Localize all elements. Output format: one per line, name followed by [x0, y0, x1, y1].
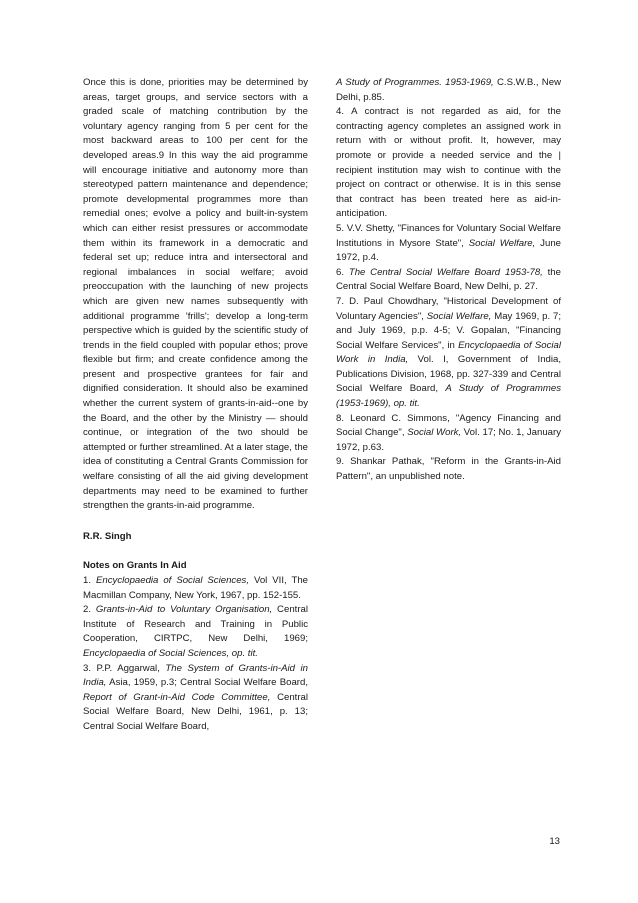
notes-heading: Notes on Grants In Aid — [83, 560, 187, 572]
note-6 — [336, 266, 561, 295]
note-text: Social Welfare, — [468, 237, 536, 249]
note-number: 1. — [83, 575, 92, 586]
note-8 — [336, 412, 561, 456]
note-3-continued — [336, 76, 561, 105]
note-text: June 1972, p.4. — [336, 237, 561, 264]
note-text: D. Paul Chowdhary, "Historical Development of Voluntary Agencies", — [336, 295, 562, 322]
note-text: Central Social Welfare Board, New Delhi, 1961, p. 13; Central Social Welfare Board, — [83, 691, 309, 732]
author-name: R.R. Singh — [83, 530, 132, 542]
note-text: Shankar Pathak, "Reform in the Grants-in-Aid Pattern", an unpublished note. — [336, 456, 561, 483]
note-number: 8. — [336, 412, 345, 424]
note-text: A Study of Programmes. 1953-1969, — [336, 77, 494, 88]
note-text: Central Institute of Research and Training in Public Cooperation, CIRTPC, New Delhi, 1969; — [83, 604, 308, 645]
note-text: Grants-in-Aid to Voluntary Organisation, — [95, 604, 273, 616]
note-4 — [336, 105, 561, 222]
note-7 — [336, 295, 561, 412]
note-text: P.P. Aggarwal, — [96, 662, 166, 674]
note-2 — [83, 603, 308, 661]
note-number: 5. — [336, 222, 345, 234]
note-text: Social Welfare, — [426, 310, 492, 322]
right-column — [336, 76, 561, 485]
note-text: Report of Grant-in-Aid Code Committee, — [83, 691, 271, 703]
note-text: V.V. Shetty, "Finances for Voluntary Social Welfare Institutions in Mysore State", — [336, 222, 561, 249]
note-number: 7. — [336, 295, 345, 307]
note-text: Vol. 17; No. 1, January 1972, p.63. — [336, 427, 562, 453]
note-text: Encyclopaedia of Social Work in India, — [336, 339, 561, 366]
note-9 — [336, 455, 561, 484]
note-1 — [83, 574, 308, 603]
note-text: A Study of Programmes (1953-1969), op. tit. — [336, 383, 561, 410]
page-number: 13 — [549, 836, 560, 847]
note-text: Leonard C. Simmons, "Agency Financing and Social Change", — [336, 412, 561, 439]
note-number: 6. — [336, 266, 345, 278]
note-text: C.S.W.B., New Delhi, p.85. — [336, 77, 561, 103]
note-number: 2. — [83, 604, 92, 616]
note-text: May 1969, p. 7; and July 1969, p.p. 4-5; V. Gopalan, "Financing Social Welfare Services", in — [336, 310, 562, 351]
note-number: 4. — [336, 106, 345, 118]
note-3 — [83, 662, 308, 735]
notes-list-part-1 — [83, 574, 308, 735]
note-number: 9. — [336, 456, 345, 468]
note-text: Vol. I, Government of India, Publications Division, 1968, pp. 327-339 and Central Social Welfare Board, — [336, 354, 561, 395]
note-5 — [336, 222, 561, 266]
left-column — [83, 76, 308, 735]
note-number: 3. — [83, 662, 92, 674]
note-text: Asia, 1959, p.3; Central Social Welfare Board, — [106, 677, 308, 689]
note-text: Encyclopaedia of Social Sciences, op. tit. — [83, 647, 258, 659]
note-text: Social Work, — [407, 427, 462, 439]
body-paragraph: Once this is done, priorities may be determined by areas, target groups, and service sectors with a graded scale of matching contribution by the voluntary agency ranging from 5 per cent for the most backward areas to 100 per cent for the developed areas.9 In this way the aid programme will encourage initiative and autonomy more than stereotyped pattern maintenance and dependence; promote developmental programmes more than remedial ones; evolve a policy and built-in-system which can either resist pressures or accommodate them within its framework in a democratic and federal set up; reduce intra and intersectoral and regional imbalances in social welfare; avoid preoccupation with the launching of new projects which are given new names subsequently with additional programme 'frills'; develop a long-term perspective which is guided by the scientific study of trends in the field coupled with popular ethos; prove flexible but firm; and create confidence among the present and prospective grantees for fair and dignified consideration. It should also be examined whether the current system of grants-in-aid--one by the Board, and the other by the Ministry — should continue, or integration of the two should be attempted or further streamlined. At a later stage, the idea of constituting a Central Grants Commission for welfare consisting of all the aid giving development departments may need to be examined to further strengthen the grants-in-aid programme. — [83, 77, 308, 512]
note-text: Vol VII, The Macmillan Company, New York, 1967, pp. 152-155. — [83, 575, 308, 601]
note-text: A contract is not regarded as aid, for the contracting agency completes an assigned work in return with or without profit. It, however, may promote or provide a needed service and the | recipient institution may wish to continue with the project on contract or otherwise. It is in this sense that contract has been treated here as aid-in-anticipation. — [336, 106, 561, 220]
note-text: The Central Social Welfare Board 1953-78, — [348, 266, 543, 278]
note-text: The System of Grants-in-Aid in India, — [83, 662, 308, 689]
note-text: Encyclopaedia of Social Sciences, — [95, 575, 250, 586]
note-text: the Central Social Welfare Board, New Delhi, p. 27. — [336, 266, 561, 293]
